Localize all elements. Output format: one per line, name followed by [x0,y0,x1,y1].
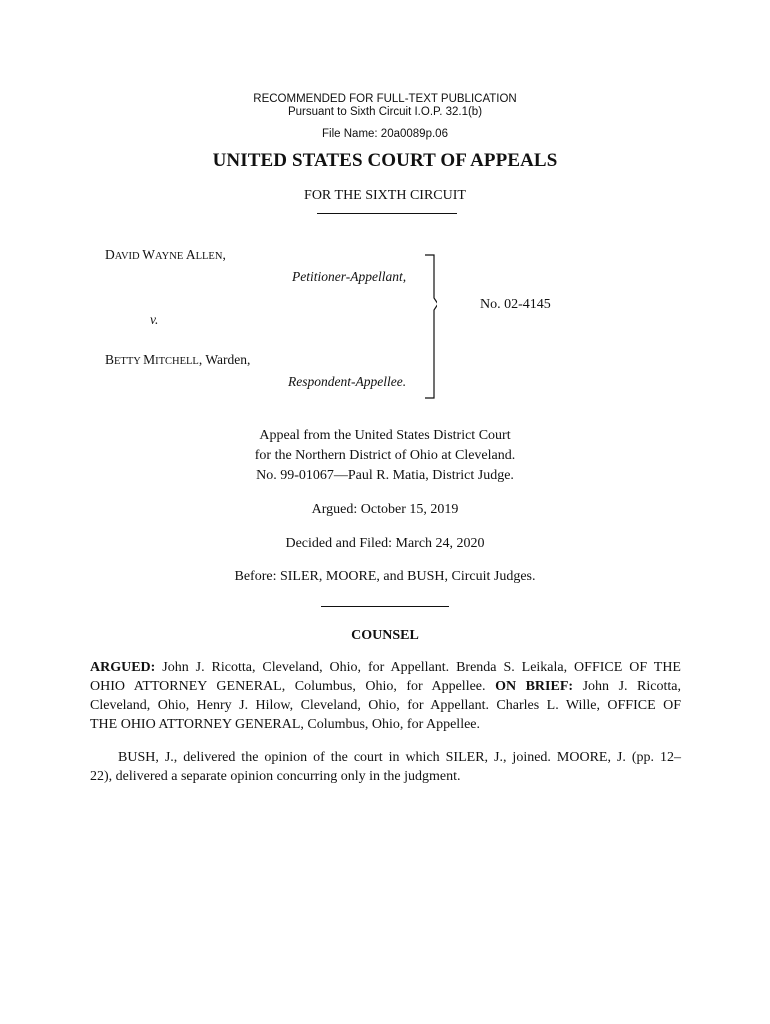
petitioner-name: DAVID WAYNE ALLEN, [105,247,226,262]
counsel-line-3: Cleveland, Ohio, Henry J. Hilow, Cleveland, Ohio, for Appellant. Charles L. Wille, OFFICE OF [90,698,681,713]
title-divider [317,213,457,214]
file-name: File Name: 20a0089p.06 [322,128,448,140]
section-divider [321,606,449,607]
appeal-line-1: Appeal from the United States District Court [259,428,511,443]
respondent-role: Respondent-Appellee. [288,374,407,389]
versus: v. [150,312,159,327]
counsel-heading: COUNSEL [351,628,419,643]
docket-number: No. 02-4145 [480,297,551,312]
panel-judges: Before: SILER, MOORE, and BUSH, Circuit Judges. [234,569,536,584]
appeal-line-2: for the Northern District of Ohio at Cleveland. [254,448,516,463]
counsel-line-4: THE OHIO ATTORNEY GENERAL, Columbus, Ohio, for Appellee. [90,717,481,732]
caption-bracket [425,254,437,399]
opinion-line-2: 22), delivered a separate opinion concurring only in the judgment. [90,769,461,784]
court-name: UNITED STATES COURT OF APPEALS [212,150,558,171]
circuit-name: FOR THE SIXTH CIRCUIT [304,188,466,203]
rule-citation: Pursuant to Sixth Circuit I.O.P. 32.1(b) [287,106,483,118]
counsel-line-2: OHIO ATTORNEY GENERAL, Columbus, Ohio, for Appellee. ON BRIEF: John J. Ricotta, [90,679,681,694]
counsel-paragraph [90,658,681,734]
decided-date: Decided and Filed: March 24, 2020 [285,536,485,551]
counsel-line-1: ARGUED: John J. Ricotta, Cleveland, Ohio, for Appellant. Brenda S. Leikala, OFFICE OF THE [90,660,681,675]
appeal-line-3: No. 99-01067—Paul R. Matia, District Judge. [256,468,514,483]
opinion-line-1: BUSH, J., delivered the opinion of the court in which SILER, J., joined. MOORE, J. (pp. 12– [118,750,681,765]
opinion-paragraph [90,748,681,786]
petitioner-role: Petitioner-Appellant, [292,269,407,284]
publication-recommendation: RECOMMENDED FOR FULL-TEXT PUBLICATION [253,93,517,105]
argued-date: Argued: October 15, 2019 [311,502,459,517]
respondent-name: BETTY MITCHELL, Warden, [105,352,251,367]
